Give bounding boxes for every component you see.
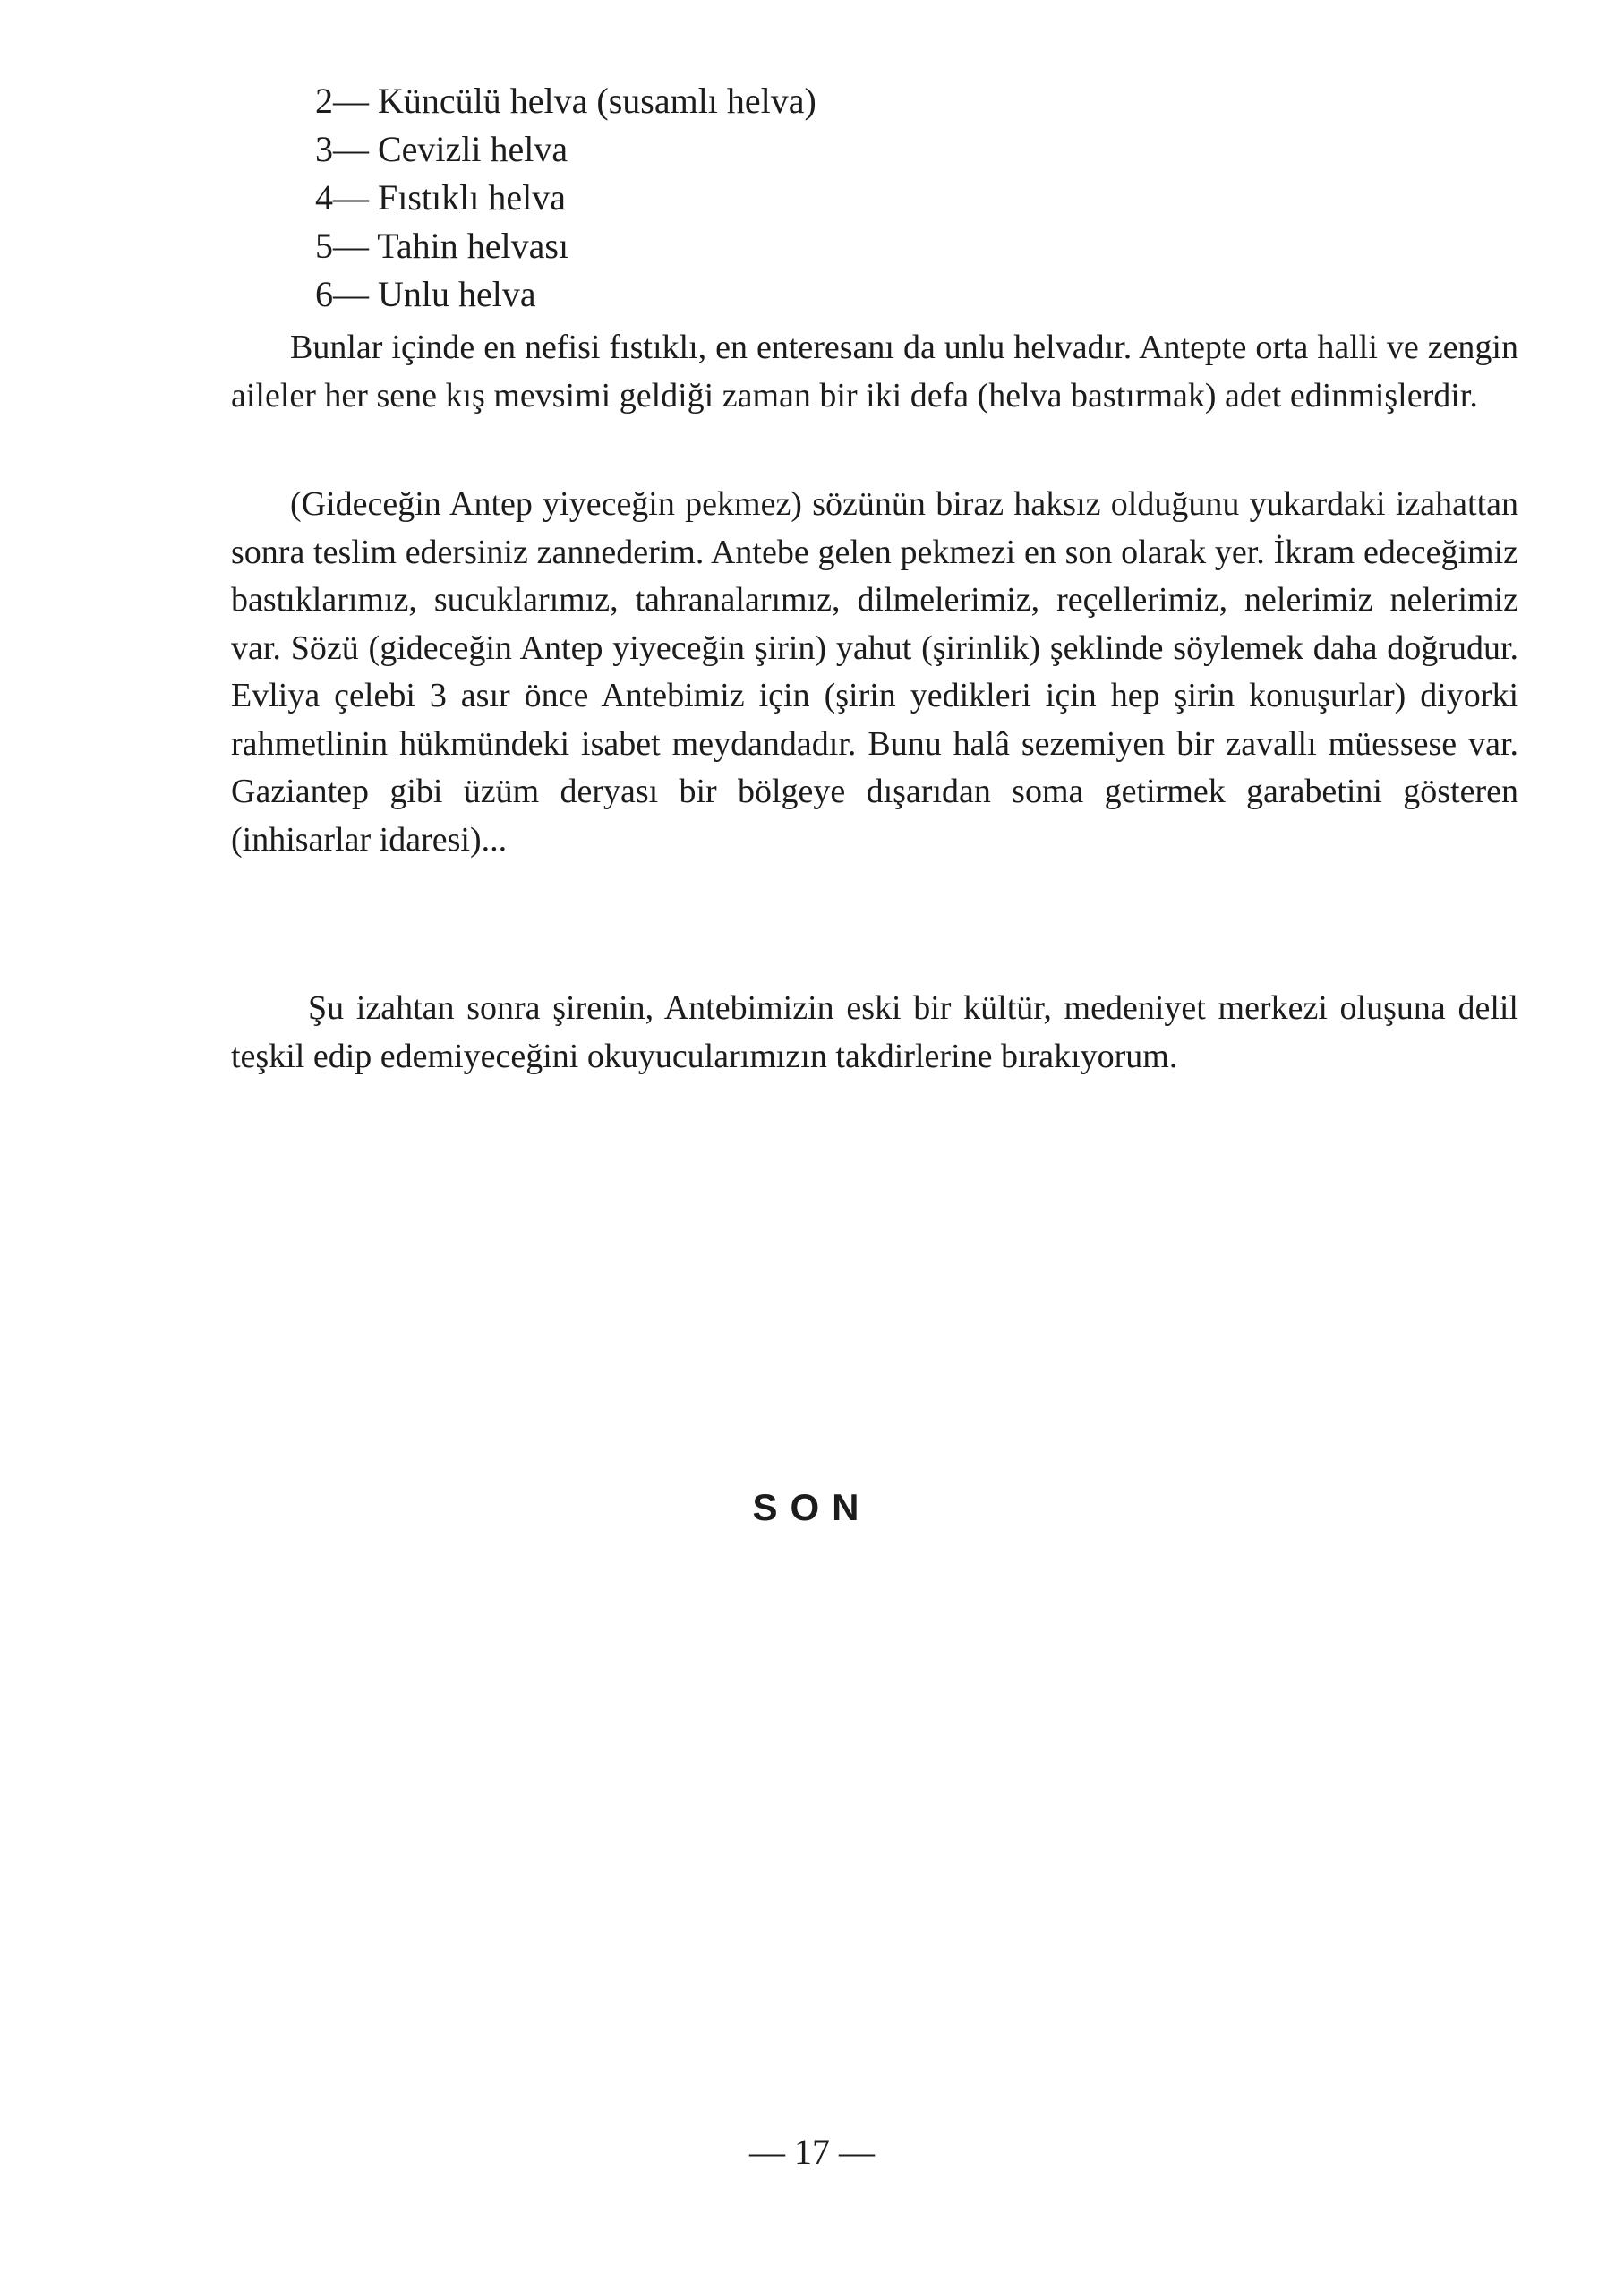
paragraph-izahtan: Şu izahtan sonra şirenin, Antebimizin eski bir kültür, medeniyet merkezi oluşuna delil teşkil edip edemiyeceğini okuyucularımızın takdirlerine bırakıyorum. bbox=[231, 989, 1518, 1075]
list-item-text: Unlu helva bbox=[378, 274, 536, 314]
list-item-number: 5— bbox=[315, 226, 369, 266]
list-item-number: 6— bbox=[315, 274, 369, 314]
list-item-text: Küncülü helva (susamlı helva) bbox=[378, 81, 816, 121]
list-item bbox=[315, 222, 816, 270]
paragraph-bunlar: Bunlar içinde en nefisi fıstıklı, en enteresanı da unlu helvadır. Antepte orta halli ve zengin aileler her sene kış mevsimi geldiği zaman bir iki defa (helva bastırmak) adet edinmişlerdir. bbox=[231, 329, 1518, 415]
list-item-number: 2— bbox=[315, 81, 369, 121]
end-mark: SON bbox=[752, 1486, 872, 1528]
list-item-text: Fıstıklı helva bbox=[378, 177, 566, 218]
list-item bbox=[315, 174, 816, 222]
helva-list bbox=[315, 77, 816, 319]
list-item-number: 4— bbox=[315, 177, 369, 218]
list-item-text: Cevizli helva bbox=[378, 129, 568, 169]
paragraph-gidecegin: (Gideceğin Antep yiyeceğin pekmez) sözünün biraz haksız olduğunu yukardaki izahattan sonra teslim edersiniz zannederim. Antebe gelen pekmezi en son olarak yer. İkram edeceğimiz bastıklarımız, sucuklarımız, tahranalarımız, dilmelerimiz, reçellerimiz, nelerimiz nelerimiz var. Sözü (gideceğin Antep yiyeceğin şirin) yahut (şirinlik) şeklinde söylemek daha doğrudur. Evliya çelebi 3 asır önce Antebimiz için (şirin yedikleri için hep şirin konuşurlar) diyorki rahmetlinin hükmündeki isabet meydandadır. Bunu halâ sezemiyen bir zavallı müessese var. Gaziantep gibi üzüm deryası bir bölgeye dışarıdan soma getirmek garabetini gösteren (inhisarlar idaresi)... bbox=[231, 485, 1518, 859]
list-item bbox=[315, 125, 816, 174]
page-number: — 17 — bbox=[749, 2132, 875, 2172]
list-item bbox=[315, 77, 816, 125]
list-item-text: Tahin helvası bbox=[377, 226, 569, 266]
list-item-number: 3— bbox=[315, 129, 369, 169]
list-item bbox=[315, 270, 816, 319]
